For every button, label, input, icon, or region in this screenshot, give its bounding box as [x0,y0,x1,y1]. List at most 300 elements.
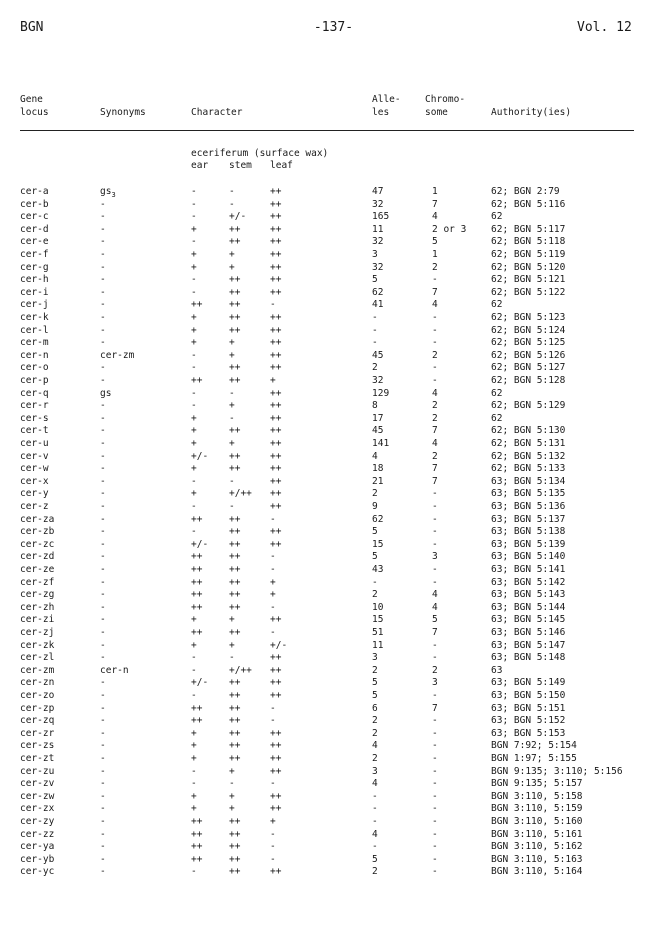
authority-cell: 62; BGN 5:130 [491,425,566,437]
table-row [0,551,667,564]
character-leaf-cell: ++ [270,425,282,437]
alleles-cell: 41 [372,299,384,311]
character-stem-cell: - [229,412,235,424]
gene-locus-cell: cer-u [20,438,49,449]
col-gene-locus [20,93,49,119]
authority-cell: 63; BGN 5:153 [491,727,566,739]
authority-cell: 62 [491,299,503,311]
alleles-cell: - [372,841,378,853]
chromosome-cell: 7 [432,475,438,487]
character-ear-cell: - [191,236,197,248]
col-alleles-line1: Alle- [372,94,401,105]
synonym-cell: - [100,790,106,802]
character-ear-cell: - [191,198,197,210]
character-ear-cell: ++ [191,715,203,727]
synonym-cell: - [100,715,106,727]
table-row [0,791,667,804]
character-leaf-cell: - [270,778,276,790]
character-leaf-cell: + [270,576,276,588]
authority-cell: 62; BGN 5:131 [491,438,566,449]
synonym-cell: - [100,639,106,651]
authority-cell: BGN 3:110, 5:163 [491,853,583,865]
character-stem-cell: + [229,249,235,260]
col-alleles-line2: les [372,107,390,118]
gene-locus-cell: cer-d [20,223,49,235]
character-leaf-cell: +/- [270,639,288,651]
character-ear-cell: +/- [191,450,209,462]
character-leaf-cell: ++ [270,249,282,260]
chromosome-cell: 3 [432,677,438,689]
authority-cell: 62; BGN 5:119 [491,249,566,260]
gene-locus-cell: cer-zs [20,740,55,752]
synonym-cell: - [100,198,106,210]
authority-cell: 63; BGN 5:134 [491,475,566,487]
character-ear-cell: + [191,412,197,424]
table-row [0,715,667,728]
character-stem-cell: - [229,198,235,210]
gene-locus-cell: cer-h [20,274,49,286]
character-stem-cell: ++ [229,223,241,235]
alleles-cell: 6 [372,702,378,714]
authority-cell: BGN 3:110, 5:162 [491,841,583,853]
character-ear-cell: + [191,438,197,449]
character-leaf-cell: - [270,841,276,853]
synonym-cell: - [100,853,106,865]
character-leaf-cell: ++ [270,614,282,626]
character-stem-cell: ++ [229,236,241,248]
table-row [0,438,667,451]
table-row [0,640,667,653]
alleles-cell: - [372,312,378,323]
alleles-cell: 2 [372,715,378,727]
character-ear-cell: - [191,866,197,878]
chromosome-cell: 1 [432,249,438,260]
table-row [0,274,667,287]
chromosome-cell: - [432,727,438,739]
alleles-cell: 2 [372,866,378,878]
alleles-cell: - [372,790,378,802]
alleles-cell: 45 [372,349,384,361]
synonym-cell: - [100,425,106,437]
table-row [0,677,667,690]
alleles-cell: 43 [372,564,384,575]
gene-locus-cell: cer-x [20,475,49,487]
table-row [0,564,667,577]
character-leaf-cell: ++ [270,261,282,273]
gene-locus-cell: cer-zu [20,765,55,777]
gene-locus-cell: cer-zk [20,639,55,651]
chromosome-cell: 5 [432,236,438,248]
character-stem-cell: ++ [229,375,241,386]
chromosome-cell: 7 [432,702,438,714]
gene-locus-cell: cer-zd [20,551,55,563]
character-stem-cell: ++ [229,526,241,538]
alleles-cell: 141 [372,438,390,449]
gene-locus-cell: cer-zc [20,538,55,550]
character-leaf-cell: ++ [270,186,282,197]
gene-locus-cell: cer-yb [20,853,55,865]
gene-locus-cell: cer-zn [20,677,55,689]
character-stem-cell: ++ [229,589,241,601]
table-row [0,350,667,363]
character-leaf-cell: ++ [270,652,282,664]
synonym-cell: - [100,488,106,500]
character-stem-cell: + [229,337,235,349]
gene-locus-cell: cer-o [20,362,49,374]
table-row [0,262,667,275]
authority-cell: 63; BGN 5:137 [491,513,566,525]
character-ear-cell: - [191,475,197,487]
synonym-cell: - [100,727,106,739]
gene-locus-cell: cer-z [20,501,49,512]
synonym-cell: cer-zm [100,349,135,361]
col-authority: Authority(ies) [491,107,572,118]
table-row [0,614,667,627]
synonym-cell: - [100,740,106,752]
character-ear-cell: ++ [191,375,203,386]
character-stem-cell: ++ [229,677,241,689]
synonym-cell: - [100,526,106,538]
character-stem-cell: - [229,387,235,399]
synonym-cell: - [100,601,106,613]
chromosome-cell: - [432,690,438,701]
table-row [0,186,667,199]
character-stem-cell: ++ [229,866,241,878]
synonym-cell: - [100,702,106,714]
page-number: -137- [313,20,354,35]
authority-cell: 62; BGN 5:122 [491,286,566,298]
table-row [0,476,667,489]
character-stem-cell: ++ [229,312,241,323]
alleles-cell: 5 [372,677,378,689]
character-ear-cell: - [191,690,197,701]
character-ear-cell: - [191,211,197,223]
character-ear-cell: + [191,337,197,349]
character-stem-cell: +/++ [229,664,252,676]
header-journal: BGN [20,20,44,35]
subheader-stem: stem [229,160,252,171]
character-ear-cell: - [191,765,197,777]
alleles-cell: 18 [372,463,384,475]
authority-cell: 63; BGN 5:141 [491,564,566,575]
character-leaf-cell: ++ [270,866,282,878]
subheader-ear: ear [191,160,209,171]
gene-locus-cell: cer-k [20,312,49,323]
authority-cell: 62; BGN 5:116 [491,198,566,210]
character-leaf-cell: ++ [270,312,282,323]
table-row [0,627,667,640]
character-ear-cell: - [191,274,197,286]
chromosome-cell: - [432,816,438,827]
character-leaf-cell: + [270,589,276,601]
chromosome-cell: 3 [432,551,438,563]
character-stem-cell: ++ [229,324,241,336]
character-stem-cell: ++ [229,299,241,311]
gene-locus-cell: cer-f [20,249,49,260]
chromosome-cell: - [432,853,438,865]
gene-locus-cell: cer-zx [20,803,55,815]
gene-locus-cell: cer-v [20,450,49,462]
gene-locus-cell: cer-zf [20,576,55,588]
alleles-cell: 4 [372,828,378,840]
character-leaf-cell: ++ [270,463,282,475]
chromosome-cell: 2 [432,664,438,676]
gene-locus-cell: cer-q [20,387,49,399]
alleles-cell: 165 [372,211,390,223]
alleles-cell: 32 [372,375,384,386]
chromosome-cell: - [432,790,438,802]
table-row [0,425,667,438]
chromosome-cell: 2 [432,450,438,462]
synonym-cell: gs [100,387,112,399]
character-ear-cell: + [191,261,197,273]
authority-cell: 63; BGN 5:140 [491,551,566,563]
character-ear-cell: ++ [191,601,203,613]
synonym-cell: - [100,627,106,638]
character-stem-cell: + [229,438,235,449]
character-leaf-cell: - [270,702,276,714]
authority-cell: 62; BGN 2:79 [491,186,560,197]
character-leaf-cell: ++ [270,488,282,500]
chromosome-cell: - [432,765,438,777]
character-ear-cell: - [191,286,197,298]
gene-locus-cell: cer-zm [20,664,55,676]
alleles-cell: 5 [372,274,378,286]
character-leaf-cell: ++ [270,337,282,349]
gene-locus-cell: cer-t [20,425,49,437]
alleles-cell: 5 [372,690,378,701]
synonym-cell: - [100,337,106,349]
character-stem-cell: ++ [229,841,241,853]
gene-locus-cell: cer-zz [20,828,55,840]
authority-cell: 63; BGN 5:142 [491,576,566,588]
character-ear-cell: ++ [191,853,203,865]
table-row [0,740,667,753]
character-stem-cell: ++ [229,627,241,638]
gene-locus-cell: cer-l [20,324,49,336]
character-ear-cell: - [191,400,197,412]
character-stem-cell: - [229,501,235,512]
col-chromo-line1: Chromo- [425,94,466,105]
alleles-cell: 8 [372,400,378,412]
subheader-leaf: leaf [270,160,293,171]
alleles-cell: 15 [372,538,384,550]
character-stem-cell: ++ [229,538,241,550]
synonym-cell: cer-n [100,664,129,676]
character-ear-cell: - [191,186,197,197]
chromosome-cell: 7 [432,425,438,437]
alleles-cell: - [372,337,378,349]
character-ear-cell: - [191,526,197,538]
character-ear-cell: ++ [191,551,203,563]
character-ear-cell: + [191,488,197,500]
authority-cell: 63; BGN 5:135 [491,488,566,500]
character-stem-cell: ++ [229,450,241,462]
character-ear-cell: + [191,753,197,764]
alleles-cell: 45 [372,425,384,437]
character-leaf-cell: ++ [270,538,282,550]
authority-cell: 63; BGN 5:145 [491,614,566,626]
gene-locus-cell: cer-n [20,349,49,361]
alleles-cell: - [372,324,378,336]
character-ear-cell: ++ [191,828,203,840]
character-leaf-cell: ++ [270,740,282,752]
authority-cell: 63 [491,664,503,676]
chromosome-cell: - [432,324,438,336]
table-row [0,299,667,312]
character-leaf-cell: ++ [270,727,282,739]
chromosome-cell: - [432,828,438,840]
chromosome-cell: - [432,778,438,790]
authority-cell: 63; BGN 5:152 [491,715,566,727]
authority-cell: 62 [491,387,503,399]
character-ear-cell: + [191,223,197,235]
character-ear-cell: + [191,249,197,260]
col-gene-line2: locus [20,107,49,118]
authority-cell: BGN 3:110, 5:158 [491,790,583,802]
gene-locus-cell: cer-a [20,186,49,197]
character-leaf-cell: ++ [270,765,282,777]
character-ear-cell: - [191,501,197,512]
authority-cell: 62; BGN 5:133 [491,463,566,475]
character-stem-cell: ++ [229,715,241,727]
alleles-cell: 32 [372,261,384,273]
authority-cell: 62; BGN 5:123 [491,312,566,323]
authority-cell: 62; BGN 5:124 [491,324,566,336]
character-ear-cell: - [191,778,197,790]
character-stem-cell: ++ [229,828,241,840]
gene-locus-cell: cer-e [20,236,49,248]
chromosome-cell: - [432,866,438,878]
synonym-cell: - [100,211,106,223]
gene-locus-cell: cer-zq [20,715,55,727]
character-leaf-cell: ++ [270,526,282,538]
table-row [0,249,667,262]
table-row [0,413,667,426]
chromosome-cell: 4 [432,601,438,613]
authority-cell: 63; BGN 5:136 [491,501,566,512]
alleles-cell: 2 [372,753,378,764]
character-stem-cell: ++ [229,274,241,286]
character-stem-cell: ++ [229,690,241,701]
table-row [0,388,667,401]
synonym-cell: - [100,249,106,260]
character-ear-cell: - [191,652,197,664]
authority-cell: 63; BGN 5:150 [491,690,566,701]
table-row [0,501,667,514]
authority-cell: 62; BGN 5:127 [491,362,566,374]
character-leaf-cell: - [270,715,276,727]
chromosome-cell: - [432,652,438,664]
alleles-cell: 11 [372,223,384,235]
synonym-cell: - [100,677,106,689]
table-row [0,652,667,665]
gene-locus-cell: cer-p [20,375,49,386]
authority-cell: 63; BGN 5:144 [491,601,566,613]
character-leaf-cell: ++ [270,438,282,449]
gene-locus-cell: cer-ya [20,841,55,853]
table-row [0,703,667,716]
authority-cell: 63; BGN 5:147 [491,639,566,651]
character-stem-cell: ++ [229,463,241,475]
character-stem-cell: ++ [229,753,241,764]
chromosome-cell: 4 [432,438,438,449]
chromosome-cell: - [432,362,438,374]
synonym-cell: - [100,828,106,840]
authority-cell: 62; BGN 5:132 [491,450,566,462]
table-row [0,690,667,703]
character-leaf-cell: ++ [270,198,282,210]
synonym-cell: - [100,576,106,588]
character-leaf-cell: ++ [270,324,282,336]
character-ear-cell: + [191,727,197,739]
character-stem-cell: ++ [229,740,241,752]
authority-cell: 63; BGN 5:149 [491,677,566,689]
synonym-cell: - [100,564,106,575]
chromosome-cell: - [432,274,438,286]
alleles-cell: 32 [372,236,384,248]
chromosome-cell: 7 [432,286,438,298]
character-stem-cell: - [229,186,235,197]
gene-locus-cell: cer-ze [20,564,55,575]
authority-cell: 62; BGN 5:120 [491,261,566,273]
synonym-cell: - [100,690,106,701]
character-leaf-cell: ++ [270,803,282,815]
character-ear-cell: - [191,349,197,361]
gene-locus-cell: cer-zb [20,526,55,538]
gene-locus-cell: cer-zg [20,589,55,601]
character-stem-cell: + [229,803,235,815]
table-row [0,526,667,539]
chromosome-cell: - [432,312,438,323]
character-ear-cell: ++ [191,299,203,311]
character-ear-cell: - [191,387,197,399]
gene-locus-cell: cer-b [20,198,49,210]
gene-locus-cell: cer-zj [20,627,55,638]
character-ear-cell: - [191,664,197,676]
col-chromosome [425,93,465,119]
authority-cell: 63; BGN 5:139 [491,538,566,550]
alleles-cell: 17 [372,412,384,424]
table-row [0,854,667,867]
character-leaf-cell: - [270,627,276,638]
character-leaf-cell: - [270,601,276,613]
alleles-cell: 2 [372,362,378,374]
character-leaf-cell: ++ [270,349,282,361]
table-row [0,325,667,338]
character-leaf-cell: ++ [270,400,282,412]
synonym-cell: - [100,765,106,777]
synonym-cell: - [100,450,106,462]
col-alleles [372,93,401,119]
character-leaf-cell: - [270,564,276,575]
synonym-cell: - [100,438,106,449]
chromosome-cell: - [432,753,438,764]
character-leaf-cell: ++ [270,790,282,802]
table-row [0,451,667,464]
synonym-cell: - [100,816,106,827]
chromosome-cell: 4 [432,387,438,399]
chromosome-cell: - [432,803,438,815]
synonym-cell: - [100,299,106,311]
synonym-cell: - [100,866,106,878]
table-row [0,236,667,249]
table-row [0,841,667,854]
character-leaf-cell: ++ [270,223,282,235]
character-leaf-cell: - [270,551,276,563]
character-stem-cell: ++ [229,727,241,739]
character-ear-cell: ++ [191,564,203,575]
